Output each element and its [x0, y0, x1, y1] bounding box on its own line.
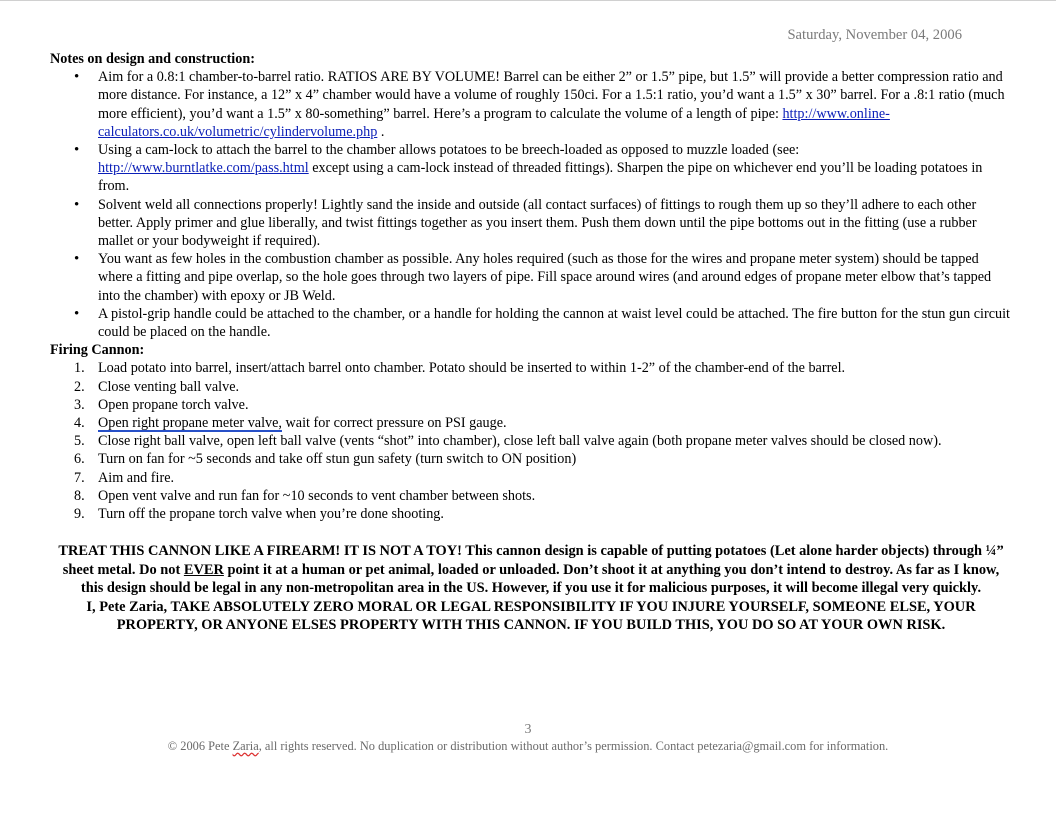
- notes-heading: Notes on design and construction:: [50, 51, 255, 67]
- step-item: [74, 396, 1012, 414]
- item-text: Using a cam-lock to attach the barrel to the chamber allows potatoes to be breech-loaded as opposed to muzzle loaded (see:: [98, 142, 800, 159]
- calculator-link[interactable]: http://www.online-calculators.co.uk/volumetric/cylindervolume.php: [98, 105, 890, 140]
- step-text: Load potato into barrel, insert/attach barrel onto chamber. Potato should be inserted to within 1-2” of the chamber-end of the barrel.: [98, 360, 846, 377]
- step-number: 5.: [74, 433, 85, 450]
- step-number: 8.: [74, 487, 85, 504]
- footer-text: , all rights reserved. No duplication or distribution without author’s permission. Contact petezaria@gmail.com for information.: [258, 739, 889, 753]
- step-text: Aim and fire.: [98, 469, 175, 486]
- list-item: [98, 305, 1012, 341]
- step-item: [74, 378, 1012, 396]
- step-number: 3.: [74, 396, 85, 413]
- page-content: [50, 50, 1012, 634]
- item-text: Solvent weld all connections properly! Lightly sand the inside and outside (all contact surfaces) of fittings to rough them up so they’ll adhere to each other better. Apply primer and glue liberally, and twist fittings together as you insert them. Push them down until the pipe bottoms out in the fitting (use a rubber mallet or your bodyweight if required).: [98, 196, 977, 250]
- item-text: except using a cam-lock instead of threaded fittings). Sharpen the pipe on whichever end you’ll be loading potatoes in from.: [98, 160, 983, 195]
- step-item: [74, 432, 1012, 450]
- step-number: 4.: [74, 415, 85, 432]
- warning-text: point it at a human or pet animal, loaded or unloaded. Don’t shoot it at anything you don’t intend to destroy. As far as I know, this design should be legal in any non-metropolitan area in the US. However, if you use it for malicious purposes, it will become illegal very quickly.: [80, 561, 1000, 597]
- header-date: Saturday, November 04, 2006: [787, 27, 962, 43]
- step-item: [74, 487, 1012, 505]
- step-text: Open vent valve and run fan for ~10 seconds to vent chamber between shots.: [98, 487, 536, 504]
- step-text: Turn off the propane torch valve when you’re done shooting.: [98, 506, 444, 523]
- safety-warning: [50, 542, 1012, 634]
- copyright-footer: [0, 737, 1056, 755]
- step-number: 6.: [74, 451, 85, 468]
- step-number: 9.: [74, 506, 85, 523]
- burntlatke-link[interactable]: http://www.burntlatke.com/pass.html: [98, 160, 309, 177]
- liability-disclaimer: I, Pete Zaria, TAKE ABSOLUTELY ZERO MORAL OR LEGAL RESPONSIBILITY IF YOU INJURE YOURSELF, SOMEONE ELSE, YOUR PROPERTY, OR ANYONE ELSES PROPERTY WITH THIS CANNON. IF YOU BUILD THIS, YOU DO SO AT YOUR OWN RISK.: [86, 598, 976, 633]
- list-item: [98, 68, 1012, 141]
- item-text: A pistol-grip handle could be attached to the chamber, or a handle for holding the cannon at waist level could be attached. The fire button for the stun gun circuit could be placed on the handle.: [98, 305, 1011, 341]
- firing-heading: Firing Cannon:: [50, 342, 145, 359]
- step-item: [74, 450, 1012, 468]
- notes-list: [50, 68, 1012, 341]
- footer-author-name: Zaria: [232, 739, 259, 753]
- step-text: Open propane torch valve.: [98, 396, 249, 413]
- step-text: wait for correct pressure on PSI gauge.: [281, 415, 507, 432]
- warning-text: TREAT THIS CANNON LIKE A FIREARM! IT IS NOT A TOY! This cannon design is capable of putting potatoes (Let alone harder objects) through ¼” sheet metal. Do not: [58, 543, 1004, 578]
- step-number: 1.: [74, 360, 85, 377]
- step-number: 2.: [74, 378, 85, 395]
- step-item: [74, 469, 1012, 487]
- page-number: 3: [524, 722, 532, 737]
- footer-text: © 2006 Pete: [167, 739, 233, 753]
- item-text: .: [377, 123, 385, 140]
- list-item: [98, 141, 1012, 196]
- step-underlined-text: Open right propane meter valve,: [98, 415, 282, 432]
- list-item: [98, 250, 1012, 305]
- step-text: Turn on fan for ~5 seconds and take off stun gun safety (turn switch to ON position): [98, 451, 577, 468]
- step-number: 7.: [74, 469, 85, 486]
- firing-steps: [50, 359, 1012, 523]
- item-text: Aim for a 0.8:1 chamber-to-barrel ratio. RATIOS ARE BY VOLUME! Barrel can be either 2” or 1.5” pipe, but 1.5” will provide a better compression ratio and more distance. For instance, a 12” x 4” chamber would have a volume of roughly 150ci. For a 1.5:1 ratio, you’d want a 1.5” x 30” barrel. For a .8:1 ratio (much more efficient), you’d want a 1.5” x 80-something” barrel. Here’s a program to calculate the volume of a length of pipe:: [98, 69, 1005, 122]
- step-item: [74, 359, 1012, 377]
- step-text: Close venting ball valve.: [98, 378, 240, 395]
- item-text: You want as few holes in the combustion chamber as possible. Any holes required (such as those for the wires and propane meter system) should be tapped where a fitting and pipe overlap, so the hole goes through two layers of pipe. Fill space around wires (and around edges of propane meter elbow that’s tapped into the chamber) with epoxy or JB Weld.: [98, 251, 992, 304]
- page-top-edge: [0, 0, 1056, 1]
- step-item: [74, 414, 1012, 432]
- step-item: [74, 505, 1012, 523]
- warning-emphasis: EVER: [183, 561, 224, 578]
- list-item: [98, 196, 1012, 251]
- step-text: Close right ball valve, open left ball valve (vents “shot” into chamber), close left ball valve again (both propane meter valves should be closed now).: [98, 433, 942, 450]
